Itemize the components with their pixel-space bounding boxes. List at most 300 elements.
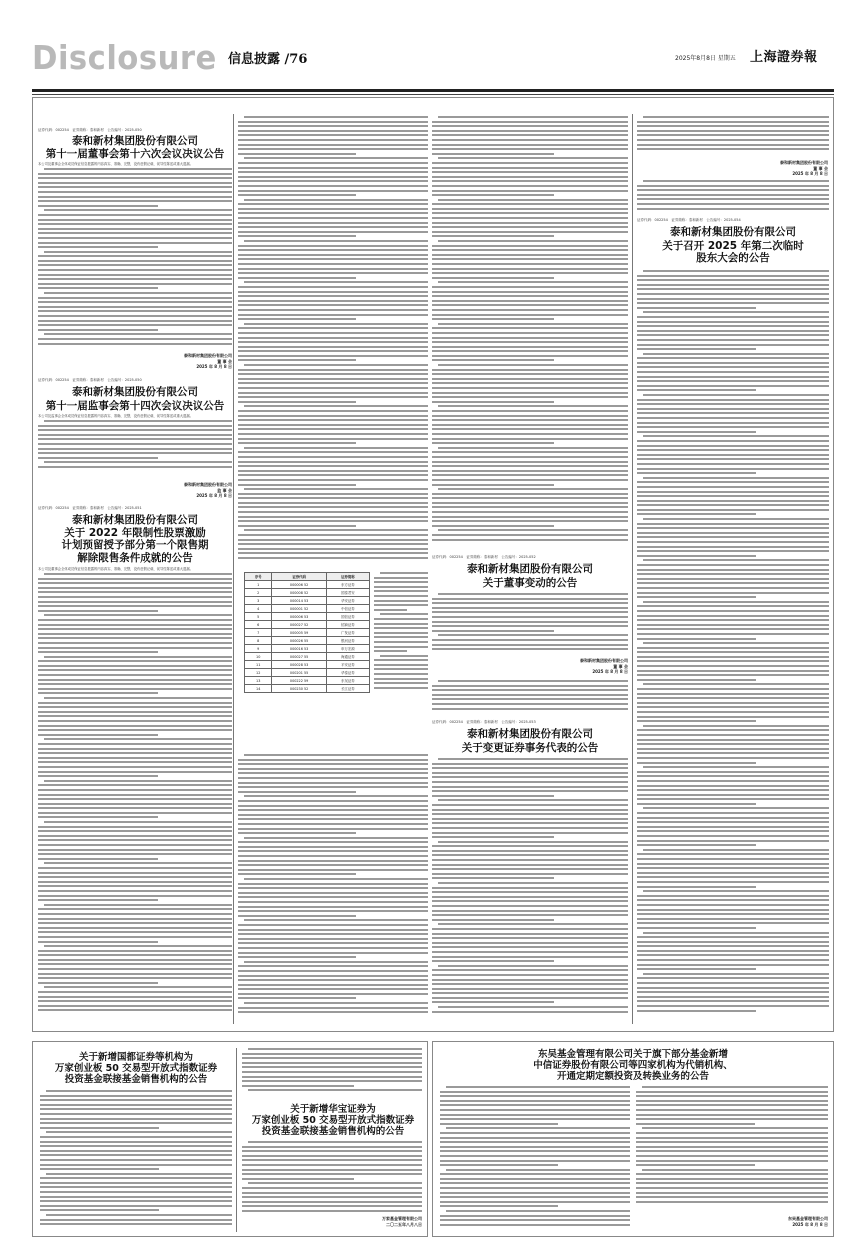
text-line [636, 1095, 828, 1097]
text-line [242, 1173, 422, 1175]
text-line [432, 346, 628, 348]
announcement-body-text [432, 593, 628, 653]
announcement-signature [110, 482, 232, 499]
text-line [374, 581, 428, 583]
text-line [432, 309, 628, 311]
text-line [432, 226, 628, 228]
text-line [238, 249, 428, 251]
text-line [44, 573, 232, 575]
text-line [637, 481, 829, 483]
announcement-body-text [242, 1141, 422, 1215]
title-line: 解除限售条件成就的公告 [77, 551, 193, 564]
text-line [44, 986, 232, 988]
text-line [38, 628, 232, 630]
text-line [438, 199, 628, 201]
table-row [245, 621, 370, 629]
text-line [238, 461, 428, 463]
text-line [38, 466, 232, 468]
text-line [238, 245, 428, 247]
text-line [242, 1080, 422, 1082]
text-line [637, 605, 829, 607]
announcement-company: 泰和新材集团股份有限公司 [72, 514, 198, 526]
text-line [637, 293, 829, 295]
text-line [446, 1210, 630, 1212]
text-line [44, 292, 232, 294]
announcement-body-text [636, 1086, 828, 1210]
table-cell: 9 [245, 645, 272, 653]
text-line [637, 371, 829, 373]
text-line [244, 323, 428, 325]
text-line [238, 942, 428, 944]
text-line [432, 1001, 554, 1003]
text-line [238, 171, 428, 173]
text-line [38, 899, 158, 901]
table-cell: 申万宏源 [326, 645, 369, 653]
text-line [244, 405, 428, 407]
title-line: 关于召开 2025 年第二次临时 [662, 240, 804, 252]
text-line [238, 763, 428, 765]
text-line [636, 1201, 828, 1203]
text-line [636, 1091, 828, 1093]
text-line [432, 511, 628, 513]
table-cell: 000001 52 [272, 605, 326, 613]
text-line [38, 757, 232, 759]
text-line [438, 116, 628, 118]
text-line [244, 157, 428, 159]
text-line [238, 350, 428, 352]
text-line [432, 685, 628, 687]
text-line [40, 1200, 232, 1202]
text-line [38, 839, 232, 841]
text-line [38, 784, 232, 786]
text-line [432, 708, 628, 710]
text-line [438, 841, 628, 843]
text-line [637, 596, 756, 598]
table-cell: 12 [245, 669, 272, 677]
text-line [238, 134, 428, 136]
text-line [432, 914, 628, 916]
text-line [38, 849, 232, 851]
text-line [432, 185, 628, 187]
text-line [238, 258, 428, 260]
text-line [38, 610, 158, 612]
text-line [637, 284, 829, 286]
text-line [238, 167, 428, 169]
text-line [238, 497, 428, 499]
text-line [643, 270, 829, 272]
text-line [238, 387, 428, 389]
text-line [380, 655, 428, 657]
text-line [374, 650, 407, 652]
text-line [637, 357, 829, 359]
text-line [637, 959, 829, 961]
text-line [38, 908, 232, 910]
text-line [432, 387, 628, 389]
text-line [38, 931, 232, 933]
text-line [38, 853, 232, 855]
text-line [637, 872, 829, 874]
signature-board: 董 事 会 [217, 358, 232, 364]
text-line [432, 442, 554, 444]
text-line [636, 1132, 828, 1134]
text-line [637, 472, 756, 474]
announcement-body-text [440, 1086, 630, 1230]
text-line [238, 470, 428, 472]
text-line [238, 378, 428, 380]
table-cell: 000027 55 [272, 653, 326, 661]
text-line [432, 969, 628, 971]
issue-date: 2025年8月8日 星期五 [675, 55, 736, 62]
announcement-meta: 证券代码：002254 证券简称：泰和新材 公告编号：2025-054 [637, 218, 741, 222]
text-line [238, 369, 428, 371]
text-line [438, 882, 628, 884]
text-line [432, 208, 628, 210]
text-line [38, 232, 232, 234]
text-line [238, 534, 428, 536]
title-line: 股东大会的公告 [696, 252, 770, 265]
table-cell: 14 [245, 685, 272, 693]
text-line [374, 641, 428, 643]
text-line [432, 378, 628, 380]
text-line [637, 964, 829, 966]
text-line [637, 546, 829, 548]
text-line [438, 680, 628, 682]
text-line [38, 242, 232, 244]
text-line [432, 539, 628, 541]
text-line [637, 996, 829, 998]
announcement-company: 泰和新材集团股份有限公司 [467, 563, 593, 575]
text-line [374, 600, 428, 602]
text-line [238, 130, 428, 132]
text-line [637, 144, 829, 146]
text-line [636, 1155, 828, 1157]
text-line [38, 679, 232, 681]
text-line [238, 332, 428, 334]
text-line [238, 841, 428, 843]
text-line [238, 506, 428, 508]
text-line [636, 1118, 828, 1120]
text-line [440, 1141, 630, 1143]
text-line [432, 942, 628, 944]
text-line [44, 904, 232, 906]
text-line [432, 433, 628, 435]
text-line [643, 890, 829, 892]
text-line [244, 240, 428, 242]
text-line [242, 1178, 354, 1180]
table-row [245, 605, 370, 613]
table-cell: 000028 53 [272, 661, 326, 669]
text-line [238, 846, 428, 848]
text-line [38, 605, 232, 607]
table-cell: 000026 55 [272, 637, 326, 645]
text-line [244, 529, 428, 531]
text-line [637, 198, 829, 200]
signature-date: 2025 年 8 月 8 日 [196, 364, 232, 370]
text-line [432, 153, 554, 155]
text-line [432, 369, 628, 371]
text-line [440, 1205, 558, 1207]
text-line [636, 1137, 828, 1139]
text-line [38, 297, 232, 299]
text-line [244, 199, 428, 201]
text-line [374, 586, 428, 588]
text-line [38, 315, 232, 317]
text-line [643, 973, 829, 975]
text-line [38, 425, 232, 427]
text-line [432, 144, 628, 146]
text-line [38, 582, 232, 584]
table-cell: 3 [245, 597, 272, 605]
table-cell: 国泰君安 [326, 589, 369, 597]
text-line [238, 419, 428, 421]
text-line [242, 1066, 422, 1068]
text-line [432, 254, 628, 256]
text-line [44, 656, 232, 658]
text-line [238, 291, 428, 293]
text-line [44, 614, 232, 616]
text-line [238, 272, 428, 274]
announcement-body-text [637, 116, 829, 156]
text-line [432, 314, 628, 316]
text-line [432, 506, 628, 508]
text-line [238, 805, 428, 807]
text-line [38, 219, 232, 221]
text-line [637, 1010, 756, 1012]
table-cell: 华安证券 [326, 597, 369, 605]
text-line [637, 578, 829, 580]
text-line [38, 761, 232, 763]
text-line [238, 869, 428, 871]
text-line [38, 651, 158, 653]
text-line [238, 952, 428, 954]
text-line [238, 451, 428, 453]
text-line [637, 208, 829, 210]
text-line [637, 500, 829, 502]
text-line [637, 977, 829, 979]
text-line [432, 910, 628, 912]
text-line [637, 922, 829, 924]
text-line [38, 729, 232, 731]
text-line [242, 1192, 422, 1194]
text-line [38, 794, 232, 796]
text-line [637, 679, 756, 681]
text-line [38, 448, 232, 450]
table-cell: 平安证券 [326, 661, 369, 669]
text-line [432, 781, 628, 783]
text-line [38, 881, 232, 883]
text-line [643, 518, 829, 520]
text-line [374, 627, 428, 629]
text-line [637, 344, 829, 346]
text-line [40, 1095, 232, 1097]
text-line [637, 794, 829, 796]
table-cell: 000027 52 [272, 621, 326, 629]
text-line [432, 854, 628, 856]
text-line [637, 203, 829, 205]
text-line [238, 493, 428, 495]
text-line [38, 692, 158, 694]
text-line [637, 348, 756, 350]
text-line [238, 782, 428, 784]
text-line [238, 190, 428, 192]
text-line [637, 950, 829, 952]
text-line [446, 1127, 630, 1129]
text-line [643, 932, 829, 934]
text-line [40, 1182, 232, 1184]
text-line [38, 725, 232, 727]
text-line [432, 698, 628, 700]
text-line [38, 343, 232, 345]
text-line [38, 816, 158, 818]
text-line [40, 1159, 232, 1161]
text-line [637, 991, 829, 993]
text-line [432, 180, 628, 182]
table-cell: 2 [245, 589, 272, 597]
text-line [238, 222, 428, 224]
text-line [44, 251, 232, 253]
text-line [637, 702, 829, 704]
text-line [438, 405, 628, 407]
text-line [637, 587, 829, 589]
text-line [38, 642, 232, 644]
text-line [238, 194, 356, 196]
text-line [637, 148, 829, 150]
text-line [432, 607, 628, 609]
text-line [38, 954, 232, 956]
text-line [374, 664, 428, 666]
text-line [38, 173, 232, 175]
text-line [637, 422, 829, 424]
text-line [238, 300, 428, 302]
table-cell: 国信证券 [326, 613, 369, 621]
text-line [432, 598, 628, 600]
text-line [637, 660, 829, 662]
text-line [44, 738, 232, 740]
text-line [637, 509, 829, 511]
text-line [637, 321, 829, 323]
text-line [432, 850, 628, 852]
text-line [38, 720, 232, 722]
text-line [238, 231, 428, 233]
text-line [636, 1114, 828, 1116]
text-line [242, 1076, 422, 1078]
text-line [38, 959, 232, 961]
announcement-body-text [432, 758, 628, 1018]
text-line [38, 306, 232, 308]
signature-board: 监 事 会 [217, 487, 232, 493]
table-cell: 8 [245, 637, 272, 645]
text-line [238, 548, 428, 550]
text-line [238, 525, 356, 527]
title-line: 开通定期定额投资及转换业务的公告 [556, 1071, 709, 1083]
text-line [637, 185, 829, 187]
table-cell: 000006 53 [272, 613, 326, 621]
text-line [238, 474, 428, 476]
text-line [38, 177, 232, 179]
text-line [40, 1164, 232, 1166]
text-line [637, 909, 829, 911]
text-line [238, 410, 428, 412]
text-line [637, 458, 829, 460]
text-line [432, 272, 628, 274]
text-line [432, 125, 628, 127]
text-line [38, 683, 232, 685]
text-line [637, 307, 756, 309]
text-line [643, 435, 829, 437]
text-line [432, 415, 628, 417]
text-line [432, 245, 628, 247]
text-line [637, 431, 756, 433]
text-line [38, 669, 232, 671]
text-line [637, 316, 829, 318]
brand-logo: Disclosure [32, 38, 217, 77]
text-line [440, 1118, 630, 1120]
signature-company: 泰和新材集团股份有限公司 [780, 160, 828, 165]
text-line [432, 822, 628, 824]
text-line [238, 502, 428, 504]
text-line [432, 212, 628, 214]
text-line [238, 997, 356, 999]
text-line [380, 613, 428, 615]
text-line [40, 1154, 232, 1156]
text-line [432, 451, 628, 453]
text-line [637, 812, 829, 814]
text-line [432, 461, 628, 463]
text-line [244, 1002, 428, 1004]
announcement-statement: 本公司及董事会全体成员保证信息披露的内容真实、准确、完整，没有虚假记载、误导性陈述或重大遗漏。 [38, 162, 193, 166]
text-line [238, 309, 428, 311]
text-line [432, 616, 628, 618]
text-line [242, 1164, 422, 1166]
text-line [637, 656, 829, 658]
text-line [432, 217, 628, 219]
text-line [38, 890, 232, 892]
text-line [637, 550, 829, 552]
text-line [38, 647, 232, 649]
text-line [440, 1182, 630, 1184]
text-line [432, 900, 628, 902]
text-line [238, 818, 428, 820]
text-line [38, 766, 232, 768]
text-line [38, 182, 232, 184]
text-line [432, 300, 628, 302]
text-line [637, 504, 829, 506]
text-line [637, 771, 829, 773]
announcement-company: 泰和新材集团股份有限公司 [72, 386, 198, 398]
text-line [238, 896, 428, 898]
text-line [637, 647, 829, 649]
text-line [637, 743, 829, 745]
text-line [242, 1057, 422, 1059]
text-line [38, 329, 158, 331]
text-line [440, 1100, 630, 1102]
text-line [244, 961, 428, 963]
text-line [432, 277, 554, 279]
text-line [432, 868, 628, 870]
announcement-body-text [38, 573, 232, 1019]
text-line [38, 438, 232, 440]
text-line [440, 1104, 630, 1106]
text-line [636, 1173, 828, 1175]
text-line [38, 885, 232, 887]
text-line [238, 212, 428, 214]
title-line: 万家创业板 50 交易型开放式指数证券 [54, 1063, 218, 1075]
text-line [438, 240, 628, 242]
text-line [238, 203, 428, 205]
text-line [238, 286, 428, 288]
text-line [238, 539, 428, 541]
text-line [438, 447, 628, 449]
